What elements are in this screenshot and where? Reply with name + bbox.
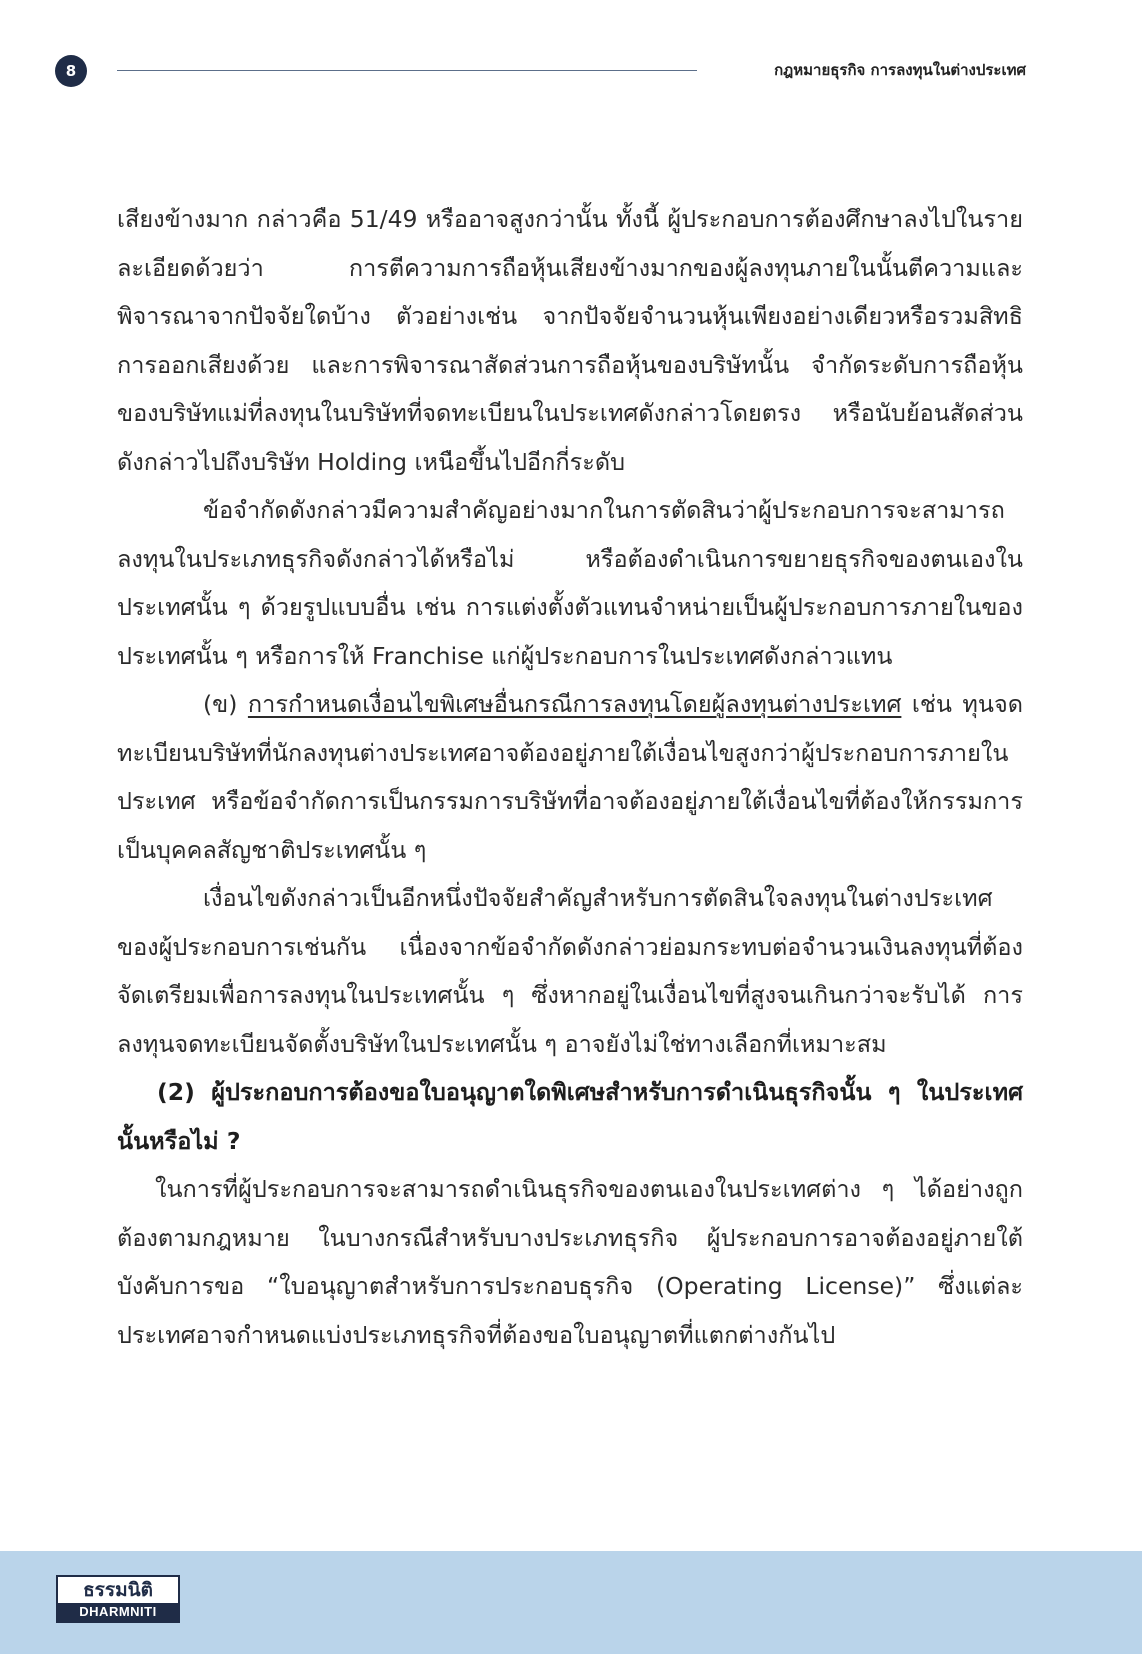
paragraph-3 [117,680,1023,874]
paragraph-3-underlined-term: การกำหนดเงื่อนไขพิเศษอื่นกรณีการลงทุนโดยผู้ลงทุนต่างประเทศ [247,690,902,718]
section-heading-2: (2) ผู้ประกอบการต้องขอใบอนุญาตใดพิเศษสำหรับการดำเนินธุรกิจนั้น ๆ ในประเทศนั้นหรือไม่ ? [117,1078,1023,1155]
publisher-logo [56,1575,180,1623]
logo-english-text: DHARMNITI [58,1603,178,1621]
running-title: กฎหมายธุรกิจ การลงทุนในต่างประเทศ [774,61,1026,79]
paragraph-3-body: เช่น ทุนจดทะเบียนบริษัทที่นักลงทุนต่างประเทศอาจต้องอยู่ภายใต้เงื่อนไขสูงกว่าผู้ประกอบการภายในประเทศ หรือข้อจำกัดการเป็นกรรมการบริษัทที่อาจต้องอยู่ภายใต้เงื่อนไขที่ต้องให้กรรมการเป็นบุคคลสัญชาติประเทศนั้น ๆ [117,690,1024,864]
body-text [117,195,1023,1359]
page-number-badge: 8 [55,55,87,87]
logo-thai-text: ธรรมนิติ [83,1579,153,1601]
header-divider [117,70,697,71]
paragraph-3-prefix: (ข) [203,690,248,718]
paragraph-1: เสียงข้างมาก กล่าวคือ 51/49 หรืออาจสูงกว่านั้น ทั้งนี้ ผู้ประกอบการต้องศึกษาลงไปในรายละเอียดด้วยว่า การตีความการถือหุ้นเสียงข้างมากของผู้ลงทุนภายในนั้นตีความและพิจารณาจากปัจจัยใดบ้าง ตัวอย่างเช่น จากปัจจัยจำนวนหุ้นเพียงอย่างเดียวหรือรวมสิทธิการออกเสียงด้วย และการพิจารณาสัดส่วนการถือหุ้นของบริษัทนั้น จำกัดระดับการถือหุ้นของบริษัทแม่ที่ลงทุนในบริษัทที่จดทะเบียนในประเทศดังกล่าวโดยตรง หรือนับย้อนสัดส่วนดังกล่าวไปถึงบริษัท Holding เหนือขึ้นไปอีกกี่ระดับ [117,205,1023,476]
paragraph-2: ข้อจำกัดดังกล่าวมีความสำคัญอย่างมากในการตัดสินว่าผู้ประกอบการจะสามารถลงทุนในประเภทธุรกิจดังกล่าวได้หรือไม่ หรือต้องดำเนินการขยายธุรกิจของตนเองในประเทศนั้น ๆ ด้วยรูปแบบอื่น เช่น การแต่งตั้งตัวแทนจำหน่ายเป็นผู้ประกอบการภายในของประเทศนั้น ๆ หรือการให้ Franchise แก่ผู้ประกอบการในประเทศดังกล่าวแทน [117,496,1023,670]
paragraph-4: เงื่อนไขดังกล่าวเป็นอีกหนึ่งปัจจัยสำคัญสำหรับการตัดสินใจลงทุนในต่างประเทศของผู้ประกอบการเช่นกัน เนื่องจากข้อจำกัดดังกล่าวย่อมกระทบต่อจำนวนเงินลงทุนที่ต้องจัดเตรียมเพื่อการลงทุนในประเทศนั้น ๆ ซึ่งหากอยู่ในเงื่อนไขที่สูงจนเกินกว่าจะรับได้ การลงทุนจดทะเบียนจัดตั้งบริษัทในประเทศนั้น ๆ อาจยังไม่ใช่ทางเลือกที่เหมาะสม [117,884,1023,1058]
paragraph-5: ในการที่ผู้ประกอบการจะสามารถดำเนินธุรกิจของตนเองในประเทศต่าง ๆ ได้อย่างถูกต้องตามกฎหมาย ในบางกรณีสำหรับบางประเภทธุรกิจ ผู้ประกอบการอาจต้องอยู่ภายใต้บังคับการขอ “ใบอนุญาตสำหรับการประกอบธุรกิจ (Operating License)” ซึ่งแต่ละประเทศอาจกำหนดแบ่งประเภทธุรกิจที่ต้องขอใบอนุญาตที่แตกต่างกันไป [117,1175,1023,1349]
